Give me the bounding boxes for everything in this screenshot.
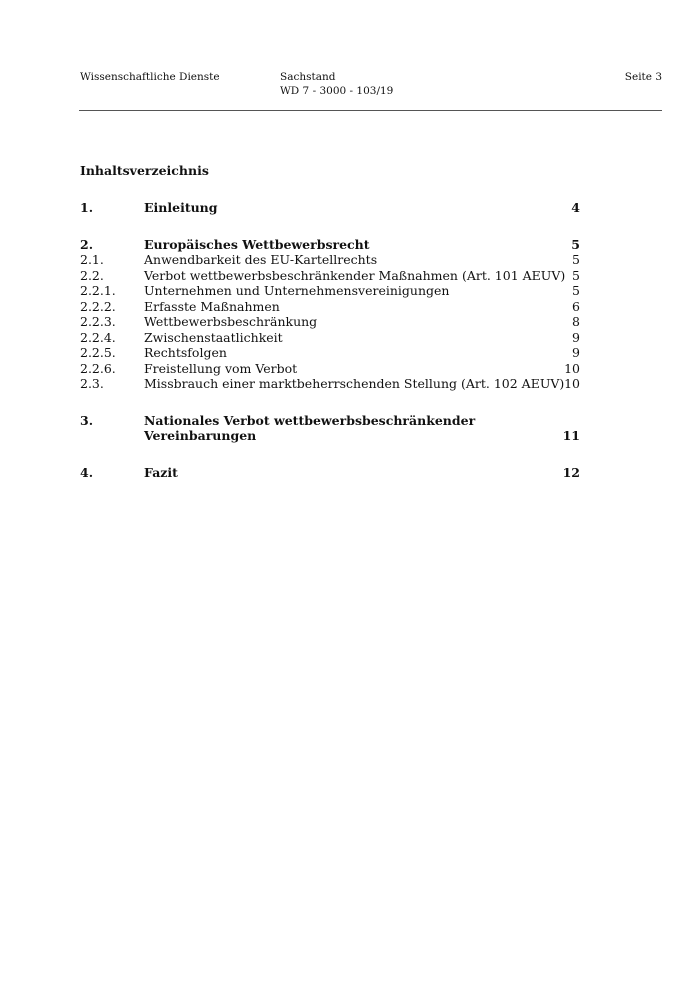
- toc-entry-2-2[interactable]: [80, 268, 580, 284]
- toc-entry-title: Freistellung vom Verbot: [144, 360, 298, 376]
- toc-entry-page: 10: [564, 360, 580, 376]
- toc-entry-title: Erfasste Maßnahmen: [144, 298, 280, 314]
- toc-entry-number: 2.2.5.: [80, 345, 116, 360]
- toc-entry-page: 6: [572, 298, 580, 314]
- toc-entry-page: 5: [572, 252, 580, 267]
- toc-entry-title: [144, 413, 475, 444]
- toc-entry-page: 5: [572, 283, 580, 298]
- toc-entry-number: 4.: [80, 464, 94, 480]
- toc-entry-title-line1: Nationales Verbot wettbewerbsbeschränkender: [144, 412, 476, 428]
- toc-entry-page: 12: [562, 464, 580, 480]
- toc-entry-title: Wettbewerbsbeschränkung: [144, 314, 318, 329]
- toc-entry-title: Zwischenstaatlichkeit: [144, 329, 283, 345]
- header-doc-number: WD 7 - 3000 - 103/19: [280, 85, 394, 97]
- toc-entry-number: 2.2.4.: [80, 329, 116, 345]
- toc-entry-number: 1.: [80, 200, 94, 215]
- toc-entry-title: Fazit: [144, 464, 178, 480]
- toc-entry-2-2-4[interactable]: [80, 330, 580, 346]
- toc-entry-title: Einleitung: [144, 200, 218, 215]
- toc-entry-number: 2.: [80, 236, 94, 252]
- toc-entry-2-2-3[interactable]: [80, 314, 580, 330]
- toc-entry-number: 2.3.: [80, 376, 104, 391]
- toc-entry-number: 2.2.3.: [80, 314, 116, 329]
- toc-entry-title: Verbot wettbewerbsbeschränkender Maßnahmen (Art. 101 AEUV): [144, 267, 566, 283]
- toc-entry-number: 2.1.: [80, 252, 104, 267]
- toc-entry-page: 9: [572, 345, 580, 360]
- toc-entry-page: 5: [572, 267, 580, 283]
- toc-entry-page: 8: [572, 314, 580, 329]
- toc-spacer: [80, 392, 580, 413]
- toc-entry-title: Rechtsfolgen: [144, 345, 227, 360]
- toc-entry-2-2-5[interactable]: [80, 345, 580, 361]
- toc-entry-2-1[interactable]: [80, 252, 580, 268]
- toc-entry-number: 2.2.2.: [80, 298, 116, 314]
- toc-entry-2-2-6[interactable]: [80, 361, 580, 377]
- toc-entry-title: Europäisches Wettbewerbsrecht: [144, 236, 370, 252]
- toc-title: Inhaltsverzeichnis: [80, 163, 209, 178]
- header-doc-info: [280, 70, 393, 98]
- toc-entry-2[interactable]: [80, 237, 580, 253]
- toc-entry-2-2-1[interactable]: [80, 283, 580, 299]
- header-page-number: Seite 3: [624, 71, 662, 83]
- toc-entry-4[interactable]: [80, 465, 580, 481]
- toc-entry-title: Anwendbarkeit des EU-Kartellrechts: [144, 252, 378, 267]
- toc-entry-1[interactable]: [80, 200, 580, 216]
- toc-entry-3[interactable]: [80, 413, 580, 444]
- header-divider: [79, 110, 662, 111]
- header-doc-type: Sachstand: [280, 71, 336, 83]
- toc-spacer: [80, 444, 580, 465]
- table-of-contents: [80, 200, 580, 480]
- toc-entry-title: Missbrauch einer marktbeherrschenden Stellung (Art. 102 AEUV): [144, 376, 565, 391]
- toc-entry-title: Unternehmen und Unternehmensvereinigungen: [144, 283, 450, 298]
- toc-entry-2-3[interactable]: [80, 376, 580, 392]
- toc-entry-number: 2.2.: [80, 267, 104, 283]
- toc-entry-page: 10: [564, 376, 580, 391]
- toc-entry-title-line2: Vereinbarungen: [144, 428, 257, 443]
- header-org: Wissenschaftliche Dienste: [80, 71, 220, 83]
- toc-entry-number: 3.: [80, 412, 94, 428]
- toc-entry-number: 2.2.1.: [80, 283, 116, 298]
- page-header: [80, 70, 662, 110]
- toc-entry-page: 4: [571, 200, 580, 215]
- toc-spacer: [80, 216, 580, 237]
- toc-entry-page: 11: [562, 428, 580, 443]
- toc-entry-number: 2.2.6.: [80, 360, 116, 376]
- toc-entry-2-2-2[interactable]: [80, 299, 580, 315]
- toc-entry-page: 5: [571, 236, 580, 252]
- toc-entry-page: 9: [572, 329, 580, 345]
